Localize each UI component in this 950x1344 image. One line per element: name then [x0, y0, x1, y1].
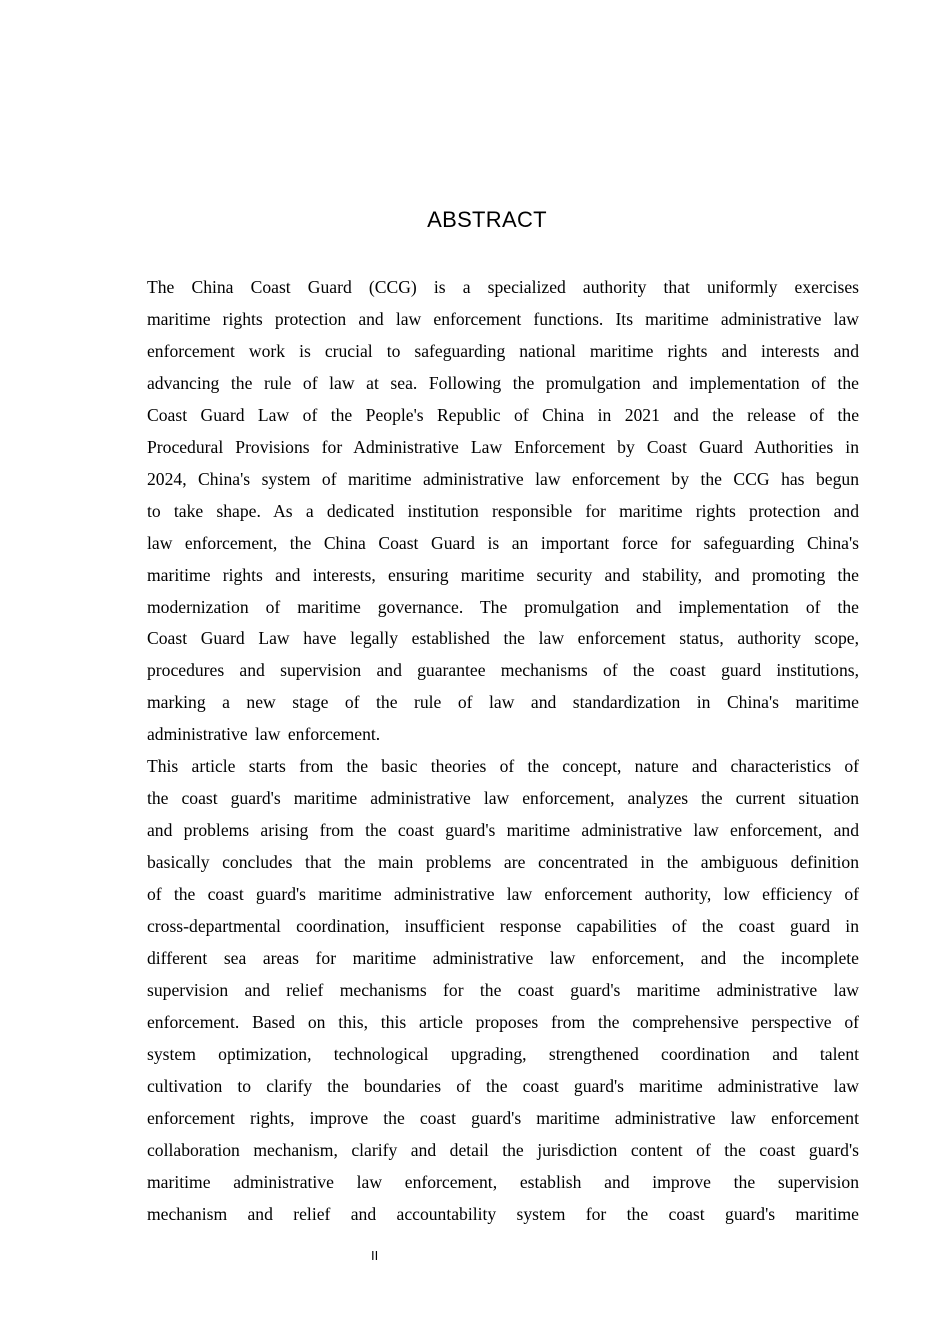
text-line: basically concludes that the main problems are concentrated in the ambiguous definition: [147, 852, 859, 873]
text-line: Coast Guard Law of the People's Republic of China in 2021 and the release of the: [147, 404, 859, 425]
text-line: enforcement rights, improve the coast guard's maritime administrative law enforcement: [147, 1107, 859, 1128]
text-line: The China Coast Guard (CCG) is a specialized authority that uniformly exercises: [147, 277, 859, 297]
text-line: collaboration mechanism, clarify and detail the jurisdiction content of the coast guard's: [147, 1139, 859, 1160]
abstract-title: ABSTRACT: [427, 207, 547, 232]
text-line: mechanism and relief and accountability system for the coast guard's maritime: [147, 1203, 859, 1224]
text-line: 2024, China's system of maritime administrative law enforcement by the CCG has begun: [147, 468, 859, 489]
abstract-body: [113, 272, 859, 1231]
text-line: enforcement work is crucial to safeguarding national maritime rights and interests and: [147, 340, 859, 361]
text-line: to take shape. As a dedicated institution responsible for maritime rights protection and: [147, 500, 859, 521]
text-line: enforcement. Based on this, this article proposes from the comprehensive perspective of: [147, 1011, 859, 1032]
text-line: and problems arising from the coast guard's maritime administrative law enforcement, and: [147, 820, 859, 841]
text-line: advancing the rule of law at sea. Following the promulgation and implementation of the: [147, 372, 859, 393]
paragraph-2: [113, 751, 859, 1230]
text-line: Coast Guard Law have legally established the law enforcement status, authority scope,: [147, 628, 859, 649]
text-line: the coast guard's maritime administrative law enforcement, analyzes the current situation: [147, 788, 859, 809]
text-line: cultivation to clarify the boundaries of the coast guard's maritime administrative law: [147, 1075, 859, 1096]
text-line: modernization of maritime governance. The promulgation and implementation of the: [147, 596, 859, 617]
text-line: This article starts from the basic theories of the concept, nature and characteristics of: [147, 756, 859, 777]
text-line: procedures and supervision and guarantee mechanisms of the coast guard institutions,: [147, 660, 859, 681]
paragraph-1: [113, 272, 859, 751]
text-line: maritime rights and interests, ensuring maritime security and stability, and promoting the: [147, 564, 859, 585]
text-line: law enforcement, the China Coast Guard is an important force for safeguarding China's: [147, 532, 859, 553]
text-line: system optimization, technological upgrading, strengthened coordination and talent: [147, 1043, 859, 1064]
page-number: II: [371, 1248, 379, 1263]
text-line: supervision and relief mechanisms for the coast guard's maritime administrative law: [147, 979, 859, 1000]
text-line: cross-departmental coordination, insufficient response capabilities of the coast guard in: [147, 916, 859, 937]
text-line: Procedural Provisions for Administrative Law Enforcement by Coast Guard Authorities in: [147, 436, 859, 457]
text-line: of the coast guard's maritime administrative law enforcement authority, low efficiency of: [147, 884, 859, 905]
text-line: administrative law enforcement.: [147, 724, 381, 745]
text-line: different sea areas for maritime administrative law enforcement, and the incomplete: [147, 948, 859, 969]
text-line: marking a new stage of the rule of law and standardization in China's maritime: [147, 692, 859, 713]
text-line: maritime administrative law enforcement, establish and improve the supervision: [147, 1171, 859, 1192]
text-line: maritime rights protection and law enforcement functions. Its maritime administrative law: [147, 308, 859, 329]
